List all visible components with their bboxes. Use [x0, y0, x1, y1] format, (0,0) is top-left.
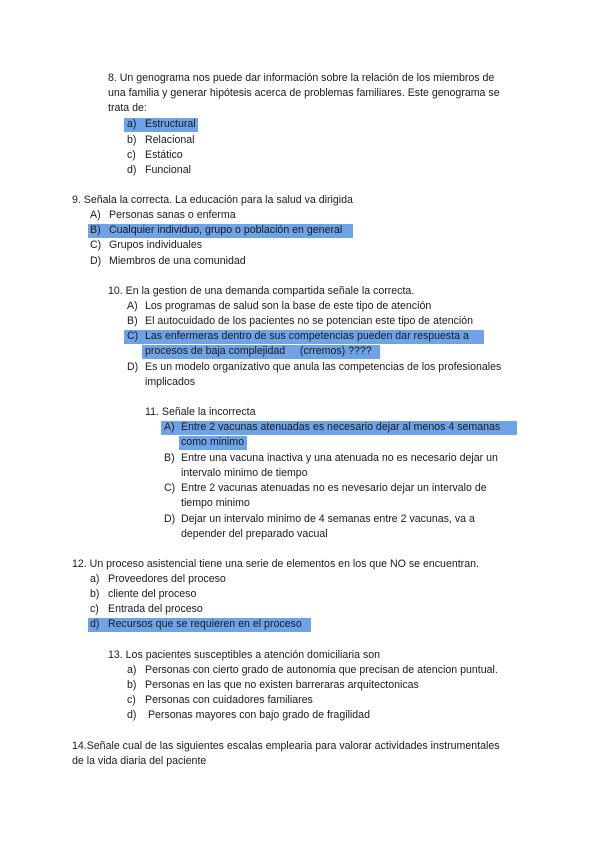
- q10-option-c: [127, 329, 527, 344]
- q8-option-c: [127, 148, 327, 163]
- option-text: Relacional: [145, 134, 195, 146]
- option-text: Personas en las que no existen barreraras arquitectonicas: [145, 679, 419, 691]
- option-text-line2: intervalo minimo de tiempo: [181, 467, 308, 479]
- q10-stem: 10. En la gestion de una demanda compartida señale la correcta.: [108, 285, 415, 297]
- option-text-line1: Es un modelo organizativo que anula las competencias de los profesionales: [145, 361, 502, 373]
- q12-option-b: [90, 587, 390, 602]
- option-text: Entrada del proceso: [108, 603, 203, 615]
- q11-option-b-cont: [181, 466, 541, 481]
- option-text: Personas sanas o enferma: [109, 209, 236, 221]
- q9-option-d: [90, 254, 390, 269]
- option-letter: c): [127, 149, 136, 161]
- option-letter: b): [90, 588, 100, 600]
- q12-stem: 12. Un proceso asistencial tiene una serie de elementos en los que NO se encuentran.: [72, 558, 479, 570]
- q10-option-d-cont: [145, 375, 525, 390]
- option-text: Miembros de una comunidad: [109, 255, 246, 267]
- q8-option-b: [127, 133, 327, 148]
- option-text: Funcional: [145, 164, 191, 176]
- option-letter: d): [127, 709, 137, 721]
- option-text-line2: tiempo minimo: [181, 497, 250, 509]
- q8-stem-line1: 8. Un genograma nos puede dar información sobre la relación de los miembros de: [108, 72, 495, 84]
- q11-option-b: [164, 451, 544, 466]
- option-letter: A): [127, 300, 138, 312]
- q12-option-c: [90, 602, 390, 617]
- q13-option-a: [127, 663, 547, 678]
- q9-stem: 9. Señala la correcta. La educación para la salud va dirigida: [72, 194, 353, 206]
- option-letter: b): [127, 134, 137, 146]
- q10-option-c-cont: [145, 344, 525, 359]
- q10-option-a: [127, 299, 527, 314]
- q11-stem: 11. Señale la incorrecta: [145, 406, 256, 418]
- option-text-line2: implicados: [145, 376, 196, 388]
- option-letter: C): [127, 330, 139, 342]
- option-letter: c): [90, 603, 99, 615]
- q11-option-a: [164, 420, 544, 435]
- option-letter: C): [90, 239, 102, 251]
- option-letter: a): [127, 664, 137, 676]
- q12-option-a: [90, 572, 390, 587]
- option-letter: a): [127, 118, 137, 130]
- q9-option-b: [90, 223, 390, 238]
- option-text: Los programas de salud son la base de este tipo de atención: [145, 300, 432, 312]
- q8-option-a: [127, 117, 327, 132]
- option-letter: B): [90, 224, 101, 236]
- q9-option-a: [90, 208, 390, 223]
- q8-stem-line3: trata de:: [108, 102, 147, 114]
- option-letter: C): [164, 482, 176, 494]
- option-text: Personas con cuidadores familiares: [145, 694, 313, 706]
- option-text-line1: Dejar un intervalo minimo de 4 semanas entre 2 vacunas, va a: [181, 513, 475, 525]
- option-text-line2: depender del preparado vacual: [181, 528, 328, 540]
- q11-option-d: [164, 512, 544, 527]
- option-text-line2: procesos de baja complejidad (crremos) ????: [145, 345, 372, 357]
- option-text-line1: Entre una vacuna inactiva y una atenuada no es necesario dejar un: [181, 452, 498, 464]
- q13-stem: 13. Los pacientes susceptibles a atención domiciliaria son: [108, 649, 381, 661]
- option-text: Estático: [145, 149, 183, 161]
- option-text-line1: Entre 2 vacunas atenuadas no es nevesario dejar un intervalo de: [181, 482, 487, 494]
- q14-stem-line2: de la vida diaria del paciente: [72, 755, 207, 767]
- option-text: Estructural: [145, 118, 196, 130]
- option-text-line1: Entre 2 vacunas atenuadas es necesario dejar al menos 4 semanas: [181, 421, 501, 433]
- option-text: Recursos que se requieren en el proceso: [108, 618, 302, 630]
- option-letter: B): [127, 315, 138, 327]
- option-letter: B): [164, 452, 175, 464]
- option-text: Proveedores del proceso: [108, 573, 226, 585]
- option-text-line2: como minimo: [181, 436, 244, 448]
- option-text: Personas mayores con bajo grado de fragilidad: [145, 709, 370, 721]
- option-letter: D): [90, 255, 102, 267]
- option-text: Cualquier individuo, grupo o población en general: [109, 224, 343, 236]
- option-letter: d): [127, 164, 137, 176]
- q11-option-d-cont: [181, 527, 541, 542]
- option-letter: D): [164, 513, 176, 525]
- option-text: Grupos individuales: [109, 239, 203, 251]
- option-letter: A): [164, 421, 175, 433]
- option-letter: b): [127, 679, 137, 691]
- q13-option-b: [127, 678, 547, 693]
- option-letter: D): [127, 361, 139, 373]
- option-text: cliente del proceso: [108, 588, 197, 600]
- q10-option-d: [127, 360, 547, 375]
- option-letter: d): [90, 618, 100, 630]
- option-letter: c): [127, 694, 136, 706]
- option-letter: A): [90, 209, 101, 221]
- option-text-line1: Las enfermeras dentro de sus competencias pueden dar respuesta a: [145, 330, 469, 342]
- q11-option-c: [164, 481, 544, 496]
- q11-option-c-cont: [181, 496, 541, 511]
- q12-option-d: [90, 617, 390, 632]
- option-text: Personas con cierto grado de autonomia que precisan de atencion puntual.: [145, 664, 498, 676]
- option-letter: a): [90, 573, 100, 585]
- q13-option-c: [127, 693, 547, 708]
- q11-option-a-cont: [181, 435, 541, 450]
- q8-stem-line2: una familia y generar hipótesis acerca de problemas familiares. Este genograma se: [108, 87, 500, 99]
- q8-option-d: [127, 163, 327, 178]
- q13-option-d: [127, 708, 547, 723]
- q10-option-b: [127, 314, 527, 329]
- q14-stem-line1: 14.Señale cual de las siguientes escalas emplearia para valorar actividades instrumentales: [72, 740, 500, 752]
- option-text: El autocuidado de los pacientes no se potencian este tipo de atención: [145, 315, 474, 327]
- q9-option-c: [90, 238, 390, 253]
